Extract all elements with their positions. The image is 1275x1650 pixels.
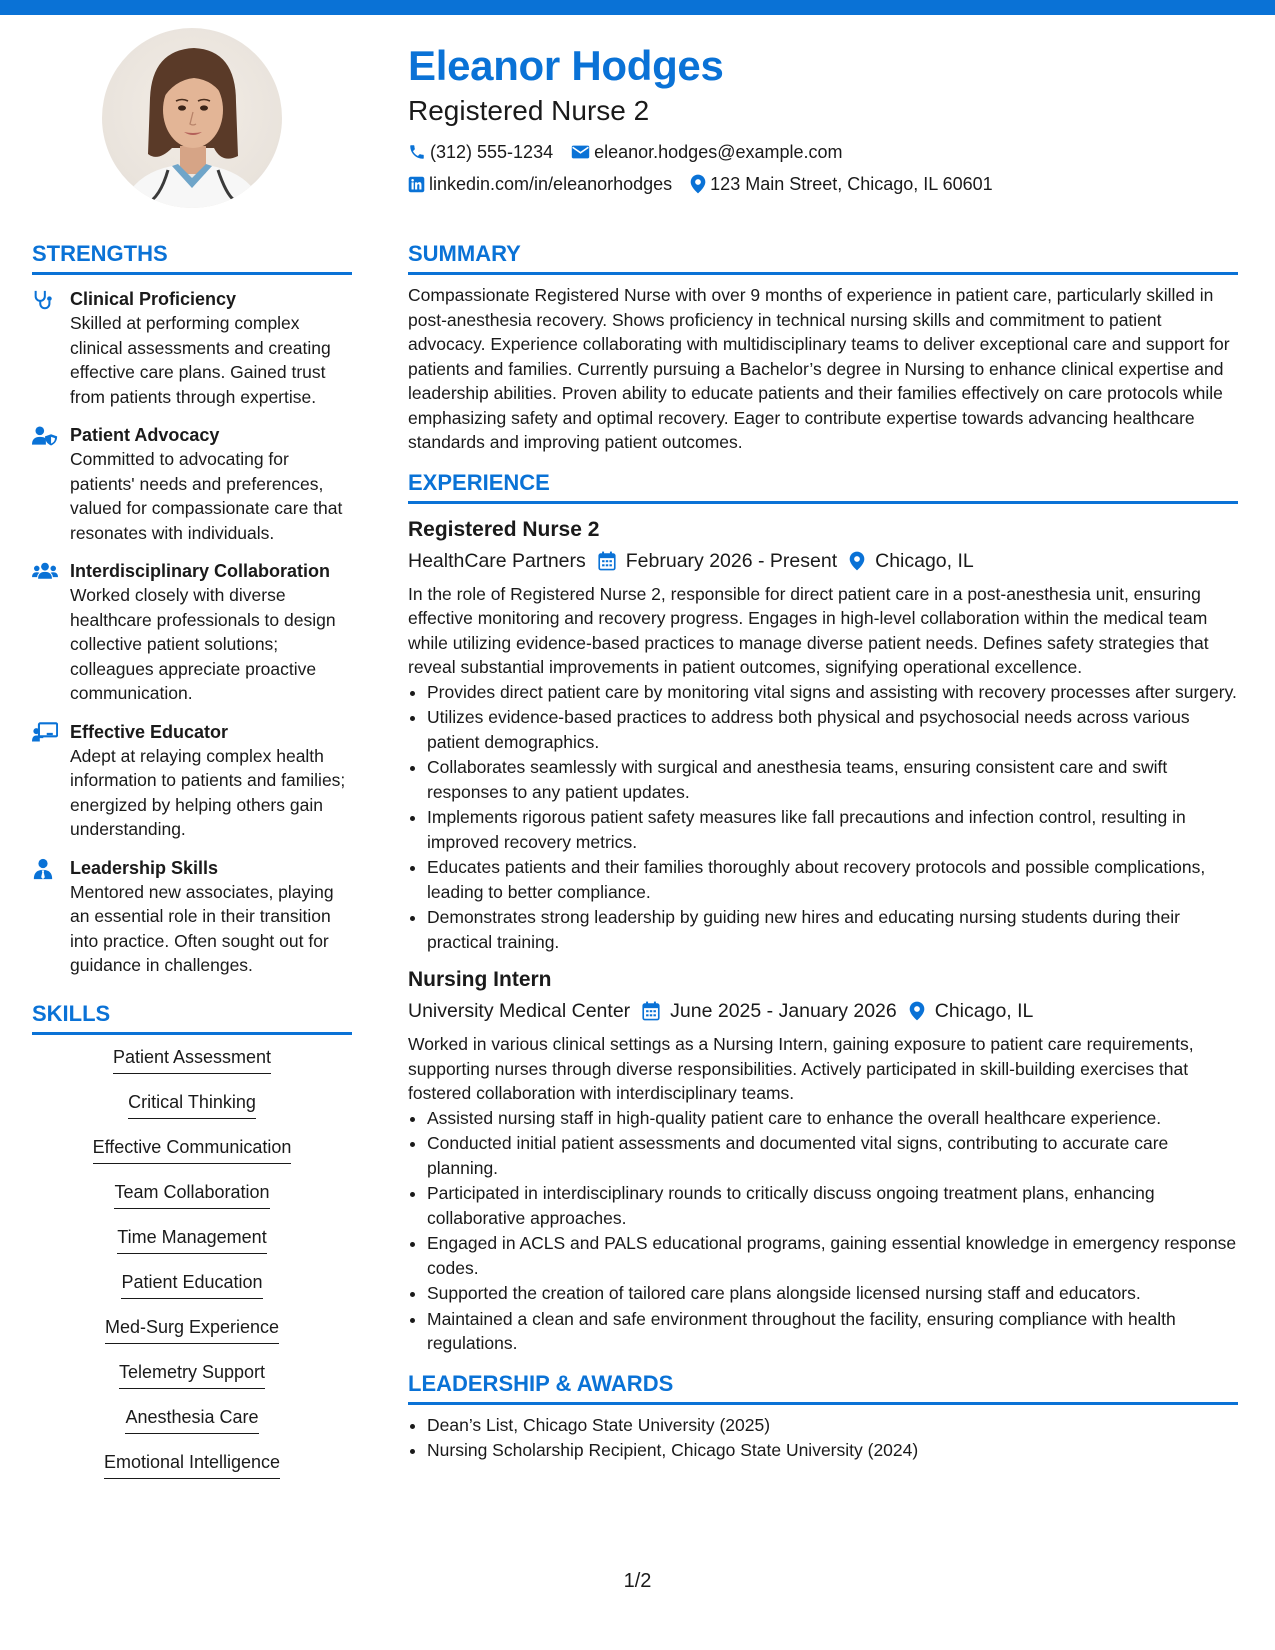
job-bullet: • Demonstrates strong leadership by guiding new hires and educating nursing students during their practical training.: [427, 905, 1238, 954]
job-description: Worked in various clinical settings as a Nursing Intern, gaining exposure to patient care requirements, supporting nurses through diverse responsibilities. Actively participated in skill-building exercises that fostered collaboration with interdisciplinary teams.: [408, 1034, 1194, 1103]
email-text: eleanor.hodges@example.com: [594, 142, 843, 162]
experience-title: EXPERIENCE: [408, 469, 1238, 504]
location-text: Chicago, IL: [934, 1000, 1034, 1022]
strengths-title: STRENGTHS: [32, 240, 352, 275]
job-description: In the role of Registered Nurse 2, responsible for direct patient care in a post-anesthesia unit, ensuring effective monitoring and recovery progress. Engages in high-level collaboration within the medical team while utilizing evidence-based practices to manage diverse patient needs. Defines safety strategies that reveal substantial improvements in patient outcomes, signifying operational excellence.: [408, 583, 1209, 677]
job-entry: [408, 966, 1238, 1356]
skill-item: [32, 1360, 352, 1405]
email-contact[interactable]: [571, 140, 842, 164]
phone-icon: [408, 143, 426, 161]
strength-item: [32, 287, 352, 409]
skills-list: [32, 1045, 352, 1495]
awards-section: [408, 1370, 1238, 1463]
strength-desc: Committed to advocating for patients' needs and preferences, valued for compassionate care that resonates with individuals.: [70, 449, 343, 543]
skill-label: Critical Thinking: [128, 1090, 256, 1119]
strength-title: Effective Educator: [70, 721, 229, 742]
job-bullet: • Participated in interdisciplinary rounds to critically discuss ongoing treatment plans, enhancing collaborative approaches.: [427, 1181, 1238, 1230]
contact-row-2: [408, 168, 1238, 200]
job-bullet: • Assisted nursing staff in high-quality patient care to enhance the overall healthcare experience.: [427, 1106, 1238, 1131]
job-entry: [408, 516, 1238, 955]
map-pin-icon: [909, 1001, 925, 1021]
job-bullet: • Implements rigorous patient safety measures like fall precautions and infection control, resulting in improved recovery metrics.: [427, 805, 1238, 854]
awards-list: [408, 1413, 1238, 1463]
experience-section: [408, 469, 1238, 1356]
job-bullets: [408, 680, 1238, 955]
company-text: University Medical Center: [408, 1000, 631, 1022]
skill-label: Time Management: [117, 1225, 266, 1254]
skill-item: [32, 1315, 352, 1360]
linkedin-contact[interactable]: [408, 172, 672, 196]
award-item: • Dean’s List, Chicago State University (2025): [427, 1413, 1238, 1438]
skill-label: Telemetry Support: [119, 1360, 265, 1389]
summary-text: Compassionate Registered Nurse with over 9 months of experience in patient care, particularly skilled in post-anesthesia recovery. Shows proficiency in technical nursing skills and commitment to patient advocacy. Experience collaborating with multidisciplinary teams to deliver exceptional care and support for patients and families. Currently pursuing a Bachelor’s degree in Nursing to enhance clinical expertise and leadership abilities. Proven ability to educate patients and their families effectively on care protocols while emphasizing safety and optimal recovery. Eager to contribute expertise towards advancing healthcare standards and improving patient outcomes.: [408, 285, 1230, 452]
strength-item: [32, 559, 352, 706]
awards-title: LEADERSHIP & AWARDS: [408, 1370, 1238, 1405]
contact-row-1: [408, 136, 1238, 168]
left-column: [32, 240, 352, 1495]
top-accent-bar: [0, 0, 1275, 15]
skill-label: Patient Education: [121, 1270, 262, 1299]
dates-text: June 2025 - January 2026: [670, 1000, 897, 1022]
linkedin-icon: [408, 176, 425, 193]
skill-item: [32, 1180, 352, 1225]
company-text: HealthCare Partners: [408, 549, 586, 572]
award-item: • Nursing Scholarship Recipient, Chicago State University (2024): [427, 1438, 1238, 1463]
map-pin-icon: [849, 551, 865, 571]
skill-item: [32, 1045, 352, 1090]
strength-desc: Mentored new associates, playing an essential role in their transition into practice. Often sought out for guidance in challenges.: [70, 881, 334, 975]
location-text: Chicago, IL: [875, 549, 974, 572]
calendar-icon: [642, 1001, 660, 1021]
linkedin-text: linkedin.com/in/eleanorhodges: [429, 174, 673, 194]
job-company: [408, 546, 586, 576]
job-dates: [598, 546, 837, 576]
skill-item: [32, 1135, 352, 1180]
job-bullet: • Engaged in ACLS and PALS educational programs, gaining essential knowledge in emergency response codes.: [427, 1231, 1238, 1280]
job-bullet: • Provides direct patient care by monitoring vital signs and assisting with recovery processes after surgery.: [427, 680, 1238, 705]
phone-contact: [408, 140, 553, 164]
strength-item: [32, 720, 352, 842]
strength-title: Interdisciplinary Collaboration: [70, 561, 331, 581]
strength-title: Patient Advocacy: [70, 425, 220, 445]
user-tie-icon: [32, 858, 54, 880]
job-bullet: • Utilizes evidence-based practices to address both physical and psychosocial needs across various patient demographics.: [427, 705, 1238, 754]
address-text: 123 Main Street, Chicago, IL 60601: [710, 174, 993, 194]
strength-title: Clinical Proficiency: [70, 289, 237, 309]
job-bullet: • Maintained a clean and safe environment throughout the facility, ensuring compliance with health regulations.: [427, 1307, 1238, 1356]
job-bullets: [408, 1106, 1238, 1356]
skill-label: Anesthesia Care: [125, 1405, 258, 1434]
profile-photo: [102, 28, 282, 208]
strength-desc: Adept at relaying complex health information to patients and families; energized by helping others gain understanding.: [70, 745, 346, 839]
job-dates: [642, 996, 897, 1026]
job-title: Nursing Intern: [408, 968, 552, 991]
dates-text: February 2026 - Present: [625, 549, 838, 572]
strength-item: [32, 856, 352, 978]
job-location: [909, 996, 1034, 1026]
envelope-icon: [571, 143, 590, 161]
job-bullet: • Conducted initial patient assessments and documented vital signs, contributing to accurate care planning.: [427, 1131, 1238, 1180]
resume-header: [408, 40, 1238, 200]
job-bullet: • Collaborates seamlessly with surgical and anesthesia teams, ensuring consistent care and swift responses to any patient updates.: [427, 755, 1238, 804]
job-meta: [408, 996, 1238, 1026]
skill-label: Patient Assessment: [113, 1045, 271, 1074]
job-location: [849, 546, 974, 576]
job-title: Registered Nurse 2: [408, 517, 600, 541]
skill-label: Med-Surg Experience: [105, 1315, 279, 1344]
job-meta: [408, 546, 1238, 576]
stethoscope-icon: [32, 289, 54, 311]
job-bullet: • Supported the creation of tailored care plans alongside licensed nursing staff and educators.: [427, 1281, 1238, 1306]
skill-label: Effective Communication: [93, 1135, 292, 1164]
users-icon: [32, 561, 58, 581]
strength-desc: Skilled at performing complex clinical assessments and creating effective care plans. Gained trust from patients through expertise.: [70, 313, 331, 407]
skill-item: [32, 1225, 352, 1270]
strength-desc: Worked closely with diverse healthcare professionals to design collective patient solutions; colleagues appreciate proactive communication.: [70, 585, 336, 703]
user-shield-icon: [32, 425, 58, 447]
right-column: [408, 240, 1238, 1464]
portrait-illustration: [102, 28, 282, 208]
job-company: [408, 996, 630, 1026]
map-pin-icon: [690, 174, 706, 194]
strength-item: [32, 423, 352, 545]
skill-item: [32, 1405, 352, 1450]
skill-item: [32, 1090, 352, 1135]
skill-item: [32, 1450, 352, 1495]
strength-title: Leadership Skills: [70, 857, 219, 878]
skill-item: [32, 1270, 352, 1315]
candidate-name: Eleanor Hodges: [408, 42, 724, 89]
skills-title: SKILLS: [32, 1000, 352, 1035]
skill-label: Team Collaboration: [114, 1180, 269, 1209]
job-bullet: • Educates patients and their families thoroughly about recovery protocols and possible complications, leading to better compliance.: [427, 855, 1238, 904]
phone-text: (312) 555-1234: [430, 142, 554, 162]
summary-title: SUMMARY: [408, 240, 1238, 275]
calendar-icon: [598, 551, 616, 571]
chalkboard-teacher-icon: [32, 722, 58, 742]
address-contact: [690, 172, 993, 196]
candidate-role: Registered Nurse 2: [408, 95, 650, 126]
page-number: 1/2: [623, 1570, 652, 1592]
skill-label: Emotional Intelligence: [104, 1450, 280, 1479]
